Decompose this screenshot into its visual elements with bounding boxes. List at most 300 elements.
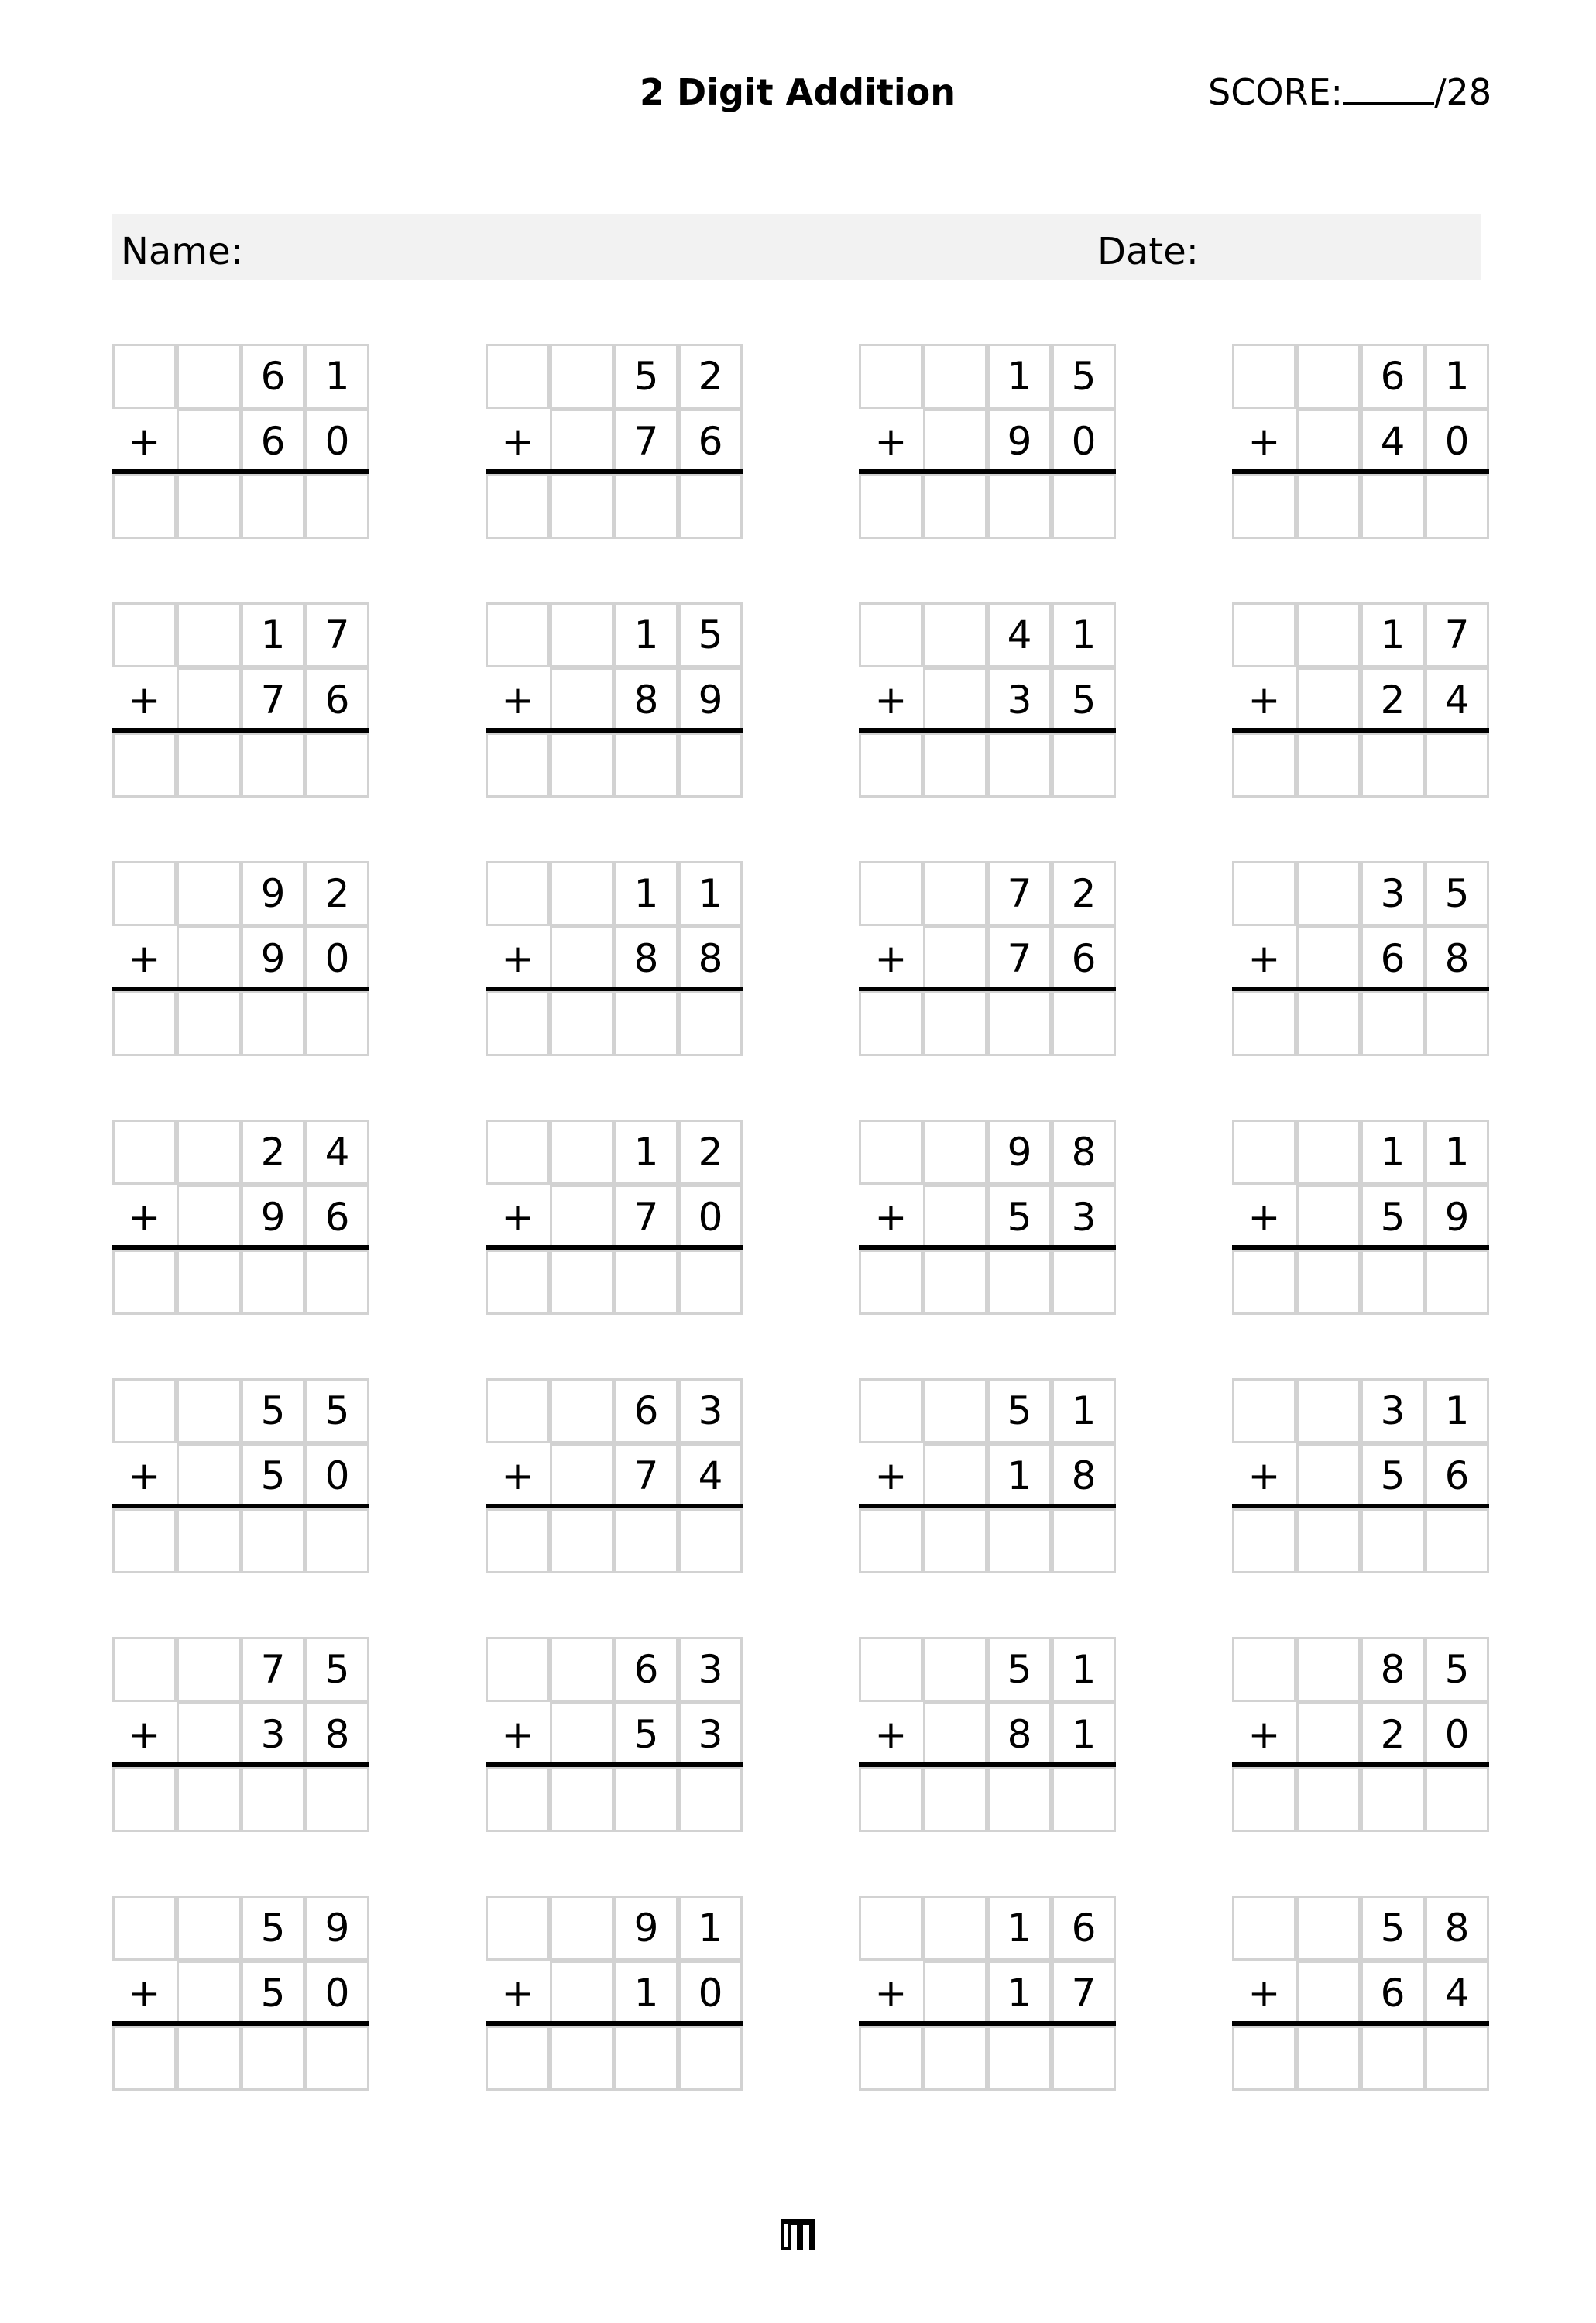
answer-cell[interactable] — [614, 733, 678, 798]
answer-cell[interactable] — [859, 1767, 923, 1832]
addition-problem — [1232, 344, 1489, 539]
answer-cell[interactable] — [1052, 474, 1116, 539]
answer-cell[interactable] — [1232, 991, 1296, 1056]
answer-cell[interactable] — [987, 1767, 1052, 1832]
digit-cell: 6 — [305, 667, 369, 733]
answer-cell[interactable] — [614, 474, 678, 539]
answer-cell[interactable] — [614, 2026, 678, 2091]
digit-cell: 1 — [1052, 1702, 1116, 1767]
empty-cell — [859, 602, 923, 667]
empty-cell — [1296, 1378, 1361, 1443]
answer-cell[interactable] — [1361, 733, 1425, 798]
answer-cell[interactable] — [1296, 733, 1361, 798]
plus-sign: + — [1248, 1712, 1281, 1757]
empty-cell — [1232, 1378, 1296, 1443]
plus-sign: + — [501, 678, 534, 722]
answer-cell[interactable] — [550, 1508, 614, 1573]
digit-cell: 5 — [614, 1702, 678, 1767]
answer-cell[interactable] — [1361, 991, 1425, 1056]
sum-line — [859, 987, 1116, 991]
digit-cell: 9 — [1425, 1185, 1489, 1250]
answer-cell[interactable] — [859, 733, 923, 798]
sum-line — [1232, 728, 1489, 733]
answer-cell[interactable] — [241, 474, 305, 539]
empty-cell — [112, 1896, 177, 1961]
answer-cell[interactable] — [1361, 1508, 1425, 1573]
answer-cell[interactable] — [678, 1250, 743, 1315]
answer-cell[interactable] — [177, 2026, 241, 2091]
answer-cell[interactable] — [678, 2026, 743, 2091]
empty-cell — [923, 344, 987, 409]
digit-cell: 6 — [614, 1637, 678, 1702]
answer-cell[interactable] — [923, 2026, 987, 2091]
answer-cell[interactable] — [614, 1767, 678, 1832]
digit-cell: 4 — [1425, 667, 1489, 733]
answer-cell[interactable] — [1361, 1250, 1425, 1315]
empty-cell — [859, 1120, 923, 1185]
plus-sign: + — [128, 1453, 161, 1498]
digit-cell: 8 — [614, 667, 678, 733]
sum-line — [1232, 469, 1489, 474]
digit-cell: 2 — [305, 861, 369, 926]
empty-cell — [923, 1637, 987, 1702]
answer-cell[interactable] — [305, 1508, 369, 1573]
digit-cell: 0 — [1425, 1702, 1489, 1767]
empty-cell — [923, 409, 987, 474]
answer-cell[interactable] — [486, 733, 550, 798]
answer-cell[interactable] — [987, 474, 1052, 539]
digit-cell: 9 — [241, 1185, 305, 1250]
digit-cell: 5 — [987, 1378, 1052, 1443]
addition-problem — [486, 602, 743, 798]
answer-cell[interactable] — [177, 733, 241, 798]
empty-cell — [550, 861, 614, 926]
empty-cell — [177, 1961, 241, 2026]
digit-cell: 1 — [1425, 344, 1489, 409]
addition-problem — [1232, 602, 1489, 798]
answer-cell[interactable] — [486, 474, 550, 539]
answer-cell[interactable] — [987, 1250, 1052, 1315]
sum-line — [486, 469, 743, 474]
empty-cell — [550, 602, 614, 667]
plus-sign: + — [874, 1453, 908, 1498]
answer-cell[interactable] — [1052, 733, 1116, 798]
empty-cell — [923, 602, 987, 667]
answer-cell[interactable] — [486, 1508, 550, 1573]
digit-cell: 2 — [241, 1120, 305, 1185]
digit-cell: 3 — [678, 1637, 743, 1702]
digit-cell: 0 — [1052, 409, 1116, 474]
plus-sign: + — [128, 678, 161, 722]
answer-cell[interactable] — [859, 474, 923, 539]
empty-cell — [112, 602, 177, 667]
addition-problem — [859, 1120, 1116, 1315]
answer-cell[interactable] — [305, 2026, 369, 2091]
digit-cell: 7 — [987, 861, 1052, 926]
empty-cell — [1232, 861, 1296, 926]
empty-cell — [486, 344, 550, 409]
addition-problem — [1232, 1120, 1489, 1315]
answer-cell[interactable] — [678, 1508, 743, 1573]
digit-cell: 5 — [1425, 1637, 1489, 1702]
answer-cell[interactable] — [305, 474, 369, 539]
empty-cell — [177, 409, 241, 474]
date-label: Date: — [1097, 230, 1199, 273]
answer-cell[interactable] — [486, 991, 550, 1056]
answer-cell[interactable] — [678, 474, 743, 539]
answer-cell[interactable] — [177, 1508, 241, 1573]
plus-sign: + — [501, 1712, 534, 1757]
answer-cell[interactable] — [241, 1250, 305, 1315]
plus-sign: + — [128, 1195, 161, 1240]
score-total: /28 — [1434, 71, 1492, 113]
sum-line — [1232, 1504, 1489, 1508]
answer-cell[interactable] — [550, 2026, 614, 2091]
answer-cell[interactable] — [241, 1508, 305, 1573]
addition-problem — [1232, 1378, 1489, 1573]
answer-cell[interactable] — [177, 1250, 241, 1315]
digit-cell: 5 — [241, 1443, 305, 1508]
addition-problem — [112, 344, 369, 539]
answer-cell[interactable] — [614, 1508, 678, 1573]
addition-problem — [859, 1896, 1116, 2091]
addition-problem — [859, 602, 1116, 798]
answer-cell[interactable] — [550, 1767, 614, 1832]
empty-cell — [923, 926, 987, 991]
digit-cell: 1 — [987, 1896, 1052, 1961]
empty-cell — [1296, 602, 1361, 667]
empty-cell — [1296, 1896, 1361, 1961]
empty-cell — [550, 667, 614, 733]
digit-cell: 0 — [305, 409, 369, 474]
digit-cell: 0 — [305, 926, 369, 991]
answer-cell[interactable] — [987, 733, 1052, 798]
answer-cell[interactable] — [1052, 1767, 1116, 1832]
digit-cell: 1 — [1425, 1120, 1489, 1185]
answer-cell[interactable] — [1052, 1508, 1116, 1573]
answer-cell[interactable] — [1425, 474, 1489, 539]
plus-sign: + — [1248, 1195, 1281, 1240]
digit-cell: 8 — [1425, 926, 1489, 991]
plus-sign: + — [874, 936, 908, 981]
answer-cell[interactable] — [859, 1508, 923, 1573]
answer-cell[interactable] — [1232, 1250, 1296, 1315]
answer-cell[interactable] — [987, 991, 1052, 1056]
answer-cell[interactable] — [1425, 1250, 1489, 1315]
answer-cell[interactable] — [305, 1250, 369, 1315]
answer-cell[interactable] — [550, 991, 614, 1056]
digit-cell: 1 — [987, 1961, 1052, 2026]
answer-cell[interactable] — [112, 1250, 177, 1315]
answer-cell[interactable] — [305, 733, 369, 798]
empty-cell — [923, 1378, 987, 1443]
answer-cell[interactable] — [614, 1250, 678, 1315]
addition-problem — [486, 1120, 743, 1315]
empty-cell — [1296, 1961, 1361, 2026]
digit-cell: 3 — [1361, 861, 1425, 926]
empty-cell — [1296, 667, 1361, 733]
answer-cell[interactable] — [859, 1250, 923, 1315]
digit-cell: 0 — [305, 1961, 369, 2026]
answer-cell[interactable] — [923, 733, 987, 798]
digit-cell: 1 — [614, 861, 678, 926]
answer-cell[interactable] — [1425, 991, 1489, 1056]
digit-cell: 0 — [1425, 409, 1489, 474]
sum-line — [112, 2021, 369, 2026]
empty-cell — [1232, 1896, 1296, 1961]
digit-cell: 6 — [1361, 1961, 1425, 2026]
sum-line — [1232, 1245, 1489, 1250]
score-blank[interactable] — [1343, 74, 1434, 105]
addition-problem — [486, 1378, 743, 1573]
empty-cell — [112, 1637, 177, 1702]
answer-cell[interactable] — [1425, 733, 1489, 798]
answer-cell[interactable] — [1052, 1250, 1116, 1315]
empty-cell — [177, 1896, 241, 1961]
empty-cell — [1232, 1120, 1296, 1185]
answer-cell[interactable] — [486, 1767, 550, 1832]
digit-cell: 5 — [241, 1378, 305, 1443]
answer-cell[interactable] — [614, 991, 678, 1056]
answer-cell[interactable] — [177, 991, 241, 1056]
answer-cell[interactable] — [305, 991, 369, 1056]
plus-sign: + — [874, 1971, 908, 2016]
digit-cell: 6 — [614, 1378, 678, 1443]
addition-problem — [486, 1896, 743, 2091]
digit-cell: 3 — [1361, 1378, 1425, 1443]
answer-cell[interactable] — [1052, 991, 1116, 1056]
answer-cell[interactable] — [241, 733, 305, 798]
answer-cell[interactable] — [1296, 2026, 1361, 2091]
empty-cell — [112, 1378, 177, 1443]
digit-cell: 5 — [305, 1637, 369, 1702]
answer-cell[interactable] — [1296, 1250, 1361, 1315]
digit-cell: 1 — [305, 344, 369, 409]
digit-cell: 2 — [678, 1120, 743, 1185]
answer-cell[interactable] — [1425, 2026, 1489, 2091]
addition-problem — [486, 1637, 743, 1832]
answer-cell[interactable] — [1296, 991, 1361, 1056]
answer-cell[interactable] — [112, 1767, 177, 1832]
score-label: SCORE: — [1208, 71, 1344, 113]
plus-sign: + — [874, 419, 908, 464]
empty-cell — [1232, 344, 1296, 409]
empty-cell — [923, 1896, 987, 1961]
empty-cell — [859, 344, 923, 409]
empty-cell — [1232, 602, 1296, 667]
answer-cell[interactable] — [1232, 2026, 1296, 2091]
empty-cell — [550, 926, 614, 991]
empty-cell — [1296, 1637, 1361, 1702]
digit-cell: 4 — [305, 1120, 369, 1185]
answer-cell[interactable] — [1361, 2026, 1425, 2091]
digit-cell: 8 — [1052, 1443, 1116, 1508]
digit-cell: 2 — [1052, 861, 1116, 926]
addition-problem — [859, 1378, 1116, 1573]
digit-cell: 8 — [678, 926, 743, 991]
plus-sign: + — [128, 419, 161, 464]
answer-cell[interactable] — [112, 2026, 177, 2091]
empty-cell — [550, 409, 614, 474]
plus-sign: + — [874, 678, 908, 722]
empty-cell — [550, 1702, 614, 1767]
plus-sign: + — [501, 1971, 534, 2016]
empty-cell — [177, 667, 241, 733]
worksheet-logo-icon — [780, 2218, 817, 2252]
sum-line — [486, 1245, 743, 1250]
digit-cell: 8 — [305, 1702, 369, 1767]
digit-cell: 1 — [241, 602, 305, 667]
digit-cell: 3 — [987, 667, 1052, 733]
worksheet-title: 2 Digit Addition — [639, 71, 956, 113]
answer-cell[interactable] — [1232, 733, 1296, 798]
answer-cell[interactable] — [241, 991, 305, 1056]
answer-cell[interactable] — [923, 1767, 987, 1832]
addition-problem — [486, 861, 743, 1056]
digit-cell: 5 — [1052, 667, 1116, 733]
answer-cell[interactable] — [923, 991, 987, 1056]
plus-sign: + — [501, 419, 534, 464]
empty-cell — [177, 1637, 241, 1702]
plus-sign: + — [1248, 1971, 1281, 2016]
sum-line — [486, 1504, 743, 1508]
plus-sign: + — [128, 1712, 161, 1757]
sum-line — [112, 1245, 369, 1250]
empty-cell — [859, 1378, 923, 1443]
answer-cell[interactable] — [550, 474, 614, 539]
digit-cell: 1 — [678, 1896, 743, 1961]
answer-cell[interactable] — [550, 1250, 614, 1315]
answer-cell[interactable] — [1296, 1508, 1361, 1573]
answer-cell[interactable] — [1232, 474, 1296, 539]
digit-cell: 6 — [678, 409, 743, 474]
digit-cell: 6 — [241, 409, 305, 474]
plus-sign: + — [1248, 1453, 1281, 1498]
answer-cell[interactable] — [1232, 1508, 1296, 1573]
digit-cell: 5 — [678, 602, 743, 667]
sum-line — [859, 469, 1116, 474]
digit-cell: 8 — [987, 1702, 1052, 1767]
empty-cell — [1296, 344, 1361, 409]
answer-cell[interactable] — [859, 991, 923, 1056]
plus-sign: + — [1248, 678, 1281, 722]
answer-cell[interactable] — [112, 1508, 177, 1573]
answer-cell[interactable] — [241, 1767, 305, 1832]
empty-cell — [1296, 1443, 1361, 1508]
digit-cell: 6 — [1052, 926, 1116, 991]
empty-cell — [550, 1443, 614, 1508]
addition-problem — [112, 1120, 369, 1315]
addition-problem — [112, 602, 369, 798]
answer-cell[interactable] — [1425, 1767, 1489, 1832]
addition-problem — [1232, 1896, 1489, 2091]
answer-cell[interactable] — [987, 2026, 1052, 2091]
digit-cell: 9 — [987, 409, 1052, 474]
sum-line — [112, 1504, 369, 1508]
answer-cell[interactable] — [486, 1250, 550, 1315]
answer-cell[interactable] — [678, 991, 743, 1056]
digit-cell: 1 — [614, 1120, 678, 1185]
empty-cell — [923, 1185, 987, 1250]
answer-cell[interactable] — [177, 1767, 241, 1832]
digit-cell: 8 — [1425, 1896, 1489, 1961]
answer-cell[interactable] — [1296, 474, 1361, 539]
digit-cell: 7 — [241, 1637, 305, 1702]
empty-cell — [177, 1378, 241, 1443]
sum-line — [112, 987, 369, 991]
answer-cell[interactable] — [923, 474, 987, 539]
empty-cell — [177, 1120, 241, 1185]
addition-problem — [1232, 861, 1489, 1056]
addition-problem — [486, 344, 743, 539]
answer-cell[interactable] — [241, 2026, 305, 2091]
answer-cell[interactable] — [923, 1508, 987, 1573]
answer-cell[interactable] — [987, 1508, 1052, 1573]
answer-cell[interactable] — [1232, 1767, 1296, 1832]
answer-cell[interactable] — [112, 474, 177, 539]
answer-cell[interactable] — [1052, 2026, 1116, 2091]
empty-cell — [1296, 409, 1361, 474]
sum-line — [112, 728, 369, 733]
answer-cell[interactable] — [923, 1250, 987, 1315]
plus-sign: + — [1248, 936, 1281, 981]
digit-cell: 7 — [614, 1443, 678, 1508]
plus-sign: + — [1248, 419, 1281, 464]
digit-cell: 8 — [1052, 1120, 1116, 1185]
answer-cell[interactable] — [678, 733, 743, 798]
answer-cell[interactable] — [112, 733, 177, 798]
sum-line — [859, 1504, 1116, 1508]
empty-cell — [1296, 1120, 1361, 1185]
digit-cell: 3 — [678, 1702, 743, 1767]
digit-cell: 4 — [987, 602, 1052, 667]
empty-cell — [550, 1185, 614, 1250]
digit-cell: 2 — [1361, 1702, 1425, 1767]
digit-cell: 5 — [241, 1896, 305, 1961]
digit-cell: 6 — [1425, 1443, 1489, 1508]
addition-problem — [859, 344, 1116, 539]
answer-cell[interactable] — [1425, 1508, 1489, 1573]
digit-cell: 4 — [1361, 409, 1425, 474]
answer-cell[interactable] — [1361, 1767, 1425, 1832]
empty-cell — [923, 1961, 987, 2026]
plus-sign: + — [501, 1195, 534, 1240]
answer-cell[interactable] — [177, 474, 241, 539]
answer-cell[interactable] — [859, 2026, 923, 2091]
digit-cell: 1 — [1052, 1637, 1116, 1702]
digit-cell: 6 — [305, 1185, 369, 1250]
empty-cell — [486, 861, 550, 926]
answer-cell[interactable] — [305, 1767, 369, 1832]
digit-cell: 5 — [614, 344, 678, 409]
answer-cell[interactable] — [678, 1767, 743, 1832]
answer-cell[interactable] — [550, 733, 614, 798]
answer-cell[interactable] — [1296, 1767, 1361, 1832]
answer-cell[interactable] — [112, 991, 177, 1056]
empty-cell — [1232, 1637, 1296, 1702]
empty-cell — [486, 602, 550, 667]
empty-cell — [550, 1637, 614, 1702]
sum-line — [859, 728, 1116, 733]
score-field — [1208, 71, 1491, 113]
answer-cell[interactable] — [1361, 474, 1425, 539]
digit-cell: 9 — [678, 667, 743, 733]
empty-cell — [1296, 861, 1361, 926]
digit-cell: 6 — [1361, 344, 1425, 409]
answer-cell[interactable] — [486, 2026, 550, 2091]
digit-cell: 7 — [614, 1185, 678, 1250]
addition-problem — [112, 1896, 369, 2091]
